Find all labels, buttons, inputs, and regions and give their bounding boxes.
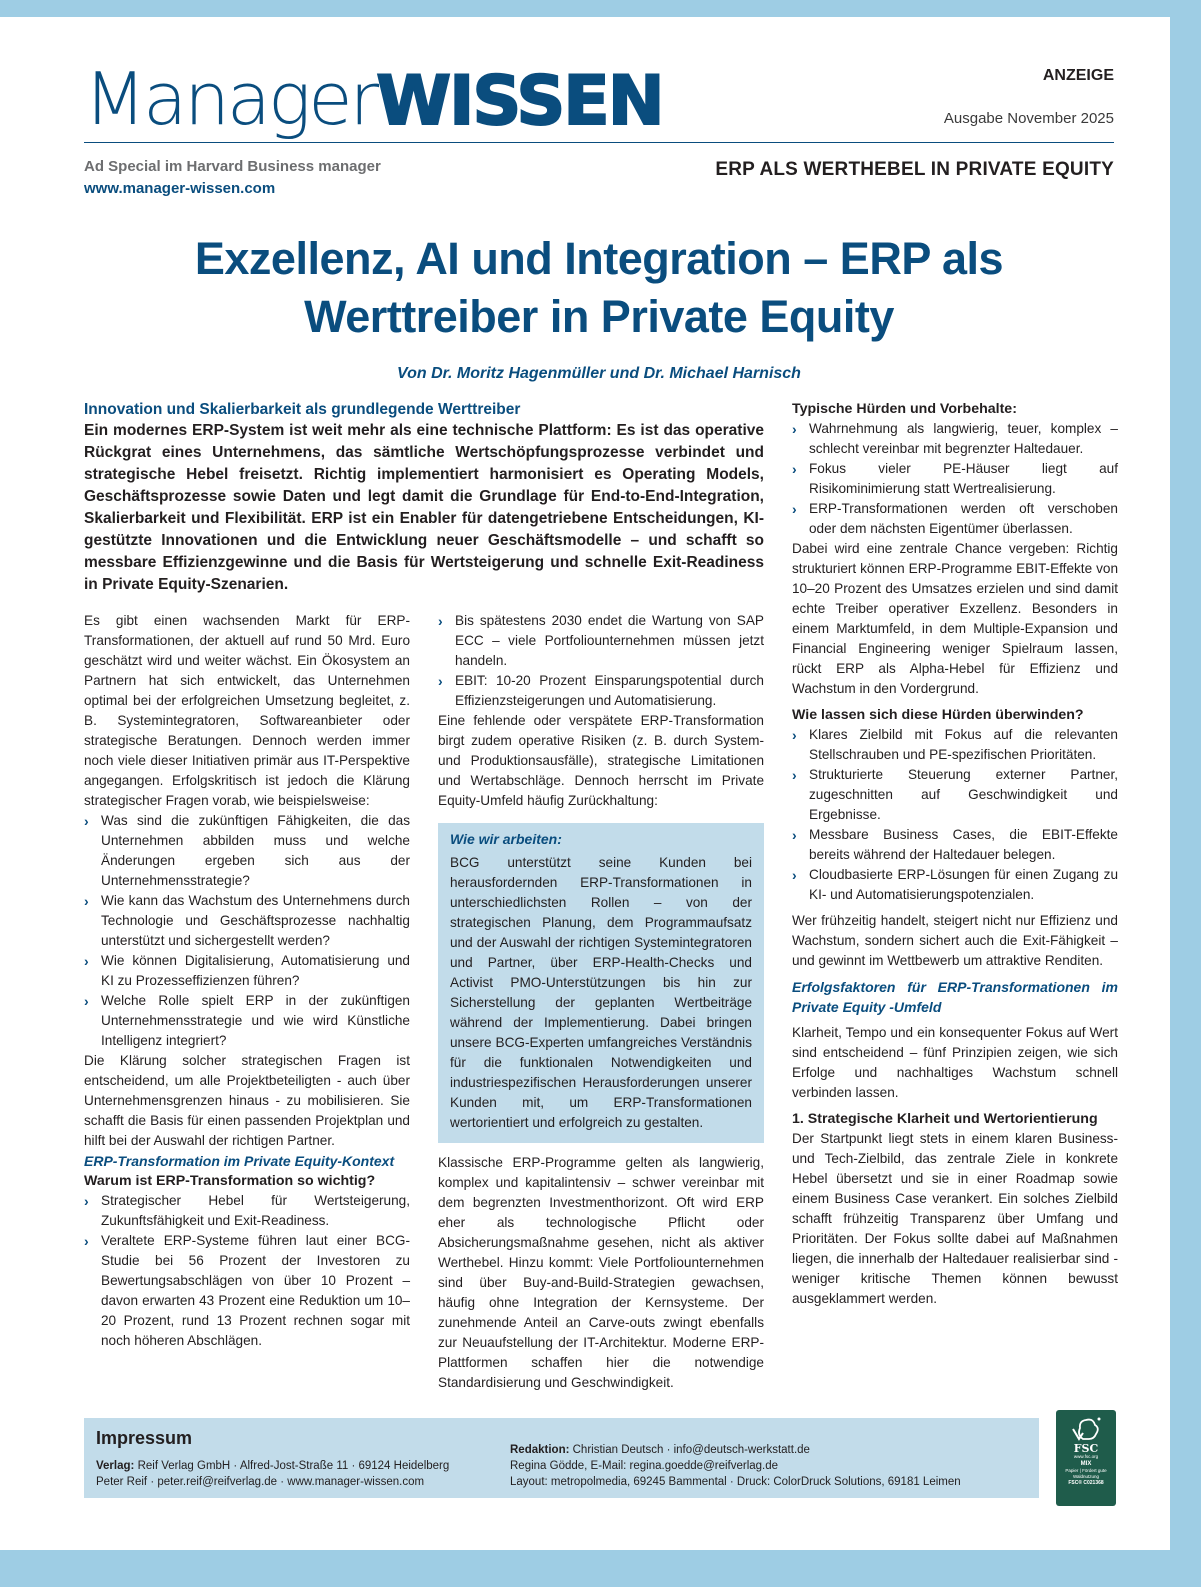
chevron-right-icon: › [84,953,89,969]
fsc-url: www.fsc.org [1073,1454,1099,1459]
redaktion-label: Redaktion: [510,1444,570,1456]
box-title: Wie wir arbeiten: [450,831,562,847]
list-item: › Wahrnehmung als langwierig, teuer, komplex – schlecht vereinbar mit begrenzter Haltedauer. [792,421,1118,456]
manager-wissen-logo [84,57,663,141]
fsc-code: FSC® C021368 [1068,1480,1104,1486]
issue-date: Ausgabe November 2025 [943,110,1114,127]
chevron-right-icon: › [792,501,797,517]
principle-1-heading: 1. Strategische Klarheit und Wertorientierung [792,1111,1098,1127]
list-item: › Wie kann das Wachstum des Unternehmens durch Technologie und Geschäftsprozesse nachhaltig unterstützt und sichergestellt werden? [84,893,410,948]
fsc-badge [1056,1410,1116,1506]
chevron-right-icon: › [438,673,443,689]
list-item: › Veraltete ERP-Systeme führen laut einer BCG-Studie bei 56 Prozent der Investoren zu Bewertungsabschlägen von über 10 Prozent – davon erwarten 43 Prozent eine Reduktion um 10–20 Prozent, rund 13 Prozent rechnen sogar mit noch höheren Abschlägen. [84,1233,410,1348]
success-factors-heading: Erfolgsfaktoren für ERP-Transformationen im Private Equity -Umfeld [792,979,1118,1015]
article-headline [84,230,1114,346]
chevron-right-icon: › [792,421,797,437]
column-1 [84,611,410,1351]
masthead-divider [84,142,1114,143]
classic-erp-paragraph: Klassische ERP-Programme gelten als langwierig, komplex und kapitalintensiv – schwer vereinbar mit dem begrenzten Investmenthorizont. Oft wird ERP eher als technologische Pflicht oder Absicherungsmaßnahme gesehen, nicht als aktiver Werthebel. Hinzu kommt: Viele Portfoliounternehmen sind über Buy-and-Build-Strategien gewachsen, häufig ohne Integration der Kernsysteme. Der zunehmende Anteil an Carve-outs zwingt ebenfalls zur Neuaufstellung der IT-Architektur. Moderne ERP-Plattformen schaffen hier die notwendige Standardisierung und Geschwindigkeit. [438,1155,764,1390]
logo-light-text: Manager [84,57,377,141]
column-3 [792,399,1118,1309]
reasons-list-continued [438,611,764,711]
chevron-right-icon: › [792,827,797,843]
website-link[interactable]: www.manager-wissen.com [84,180,276,197]
redaktion-contact: Christian Deutsch · info@deutsch-werkstatt.de [572,1444,810,1456]
redaktion-contact-2: Regina Gödde, E-Mail: regina.goedde@reifverlag.de [510,1460,779,1472]
headline-line-2: Werttreiber in Private Equity [304,291,894,342]
overcome-heading: Wie lassen sich diese Hürden überwinden? [792,707,1084,723]
chevron-right-icon: › [84,1233,89,1249]
impressum-title: Impressum [96,1428,193,1448]
lead-heading: Innovation und Skalierbarkeit als grundlegende Werttreiber [84,401,521,418]
chance-paragraph: Dabei wird eine zentrale Chance vergeben: Richtig strukturiert können ERP-Programme EBIT-Effekte von 10–20 Prozent des Umsatzes erzielen und sind damit echte Treiber operativer Exzellenz. Besonders in einem Marktumfeld, in dem Multiple-Expansion und Financial Engineering weniger Spielraum lassen, rückt ERP als Alpha-Hebel für Effizienz und Wachstum in den Vordergrund. [792,541,1118,696]
list-item: › Klares Zielbild mit Fokus auf die relevanten Stellschrauben und PE-spezifischen Prioritäten. [792,727,1118,762]
verlag-address: Reif Verlag GmbH · Alfred-Jost-Straße 11 · 69124 Heidelberg [137,1460,450,1472]
list-item: › Strategischer Hebel für Wertsteigerung, Zukunftsfähigkeit und Exit-Readiness. [84,1193,410,1228]
impressum-editorial [510,1442,961,1490]
strategic-questions-list [84,811,410,1051]
overcome-list [792,725,1118,905]
chevron-right-icon: › [792,767,797,783]
success-intro-paragraph: Klarheit, Tempo und ein konsequenter Fokus auf Wert sind entscheidend – fünf Prinzipien zeigen, wie sich Erfolge und nachhaltiges Wachstum schnell verbinden lassen. [792,1025,1118,1100]
intro-paragraph: Es gibt einen wachsenden Markt für ERP-Transformationen, der aktuell auf rund 50 Mrd. Euro geschätzt wird und weiter wächst. Ein Ökosystem an Partnern hat sich entwickelt, das Unternehmen optimal bei der erfolgreichen Umsetzung begleitet, z. B. Systemintegratoren, Softwareanbieter oder strategische Beratungen. Dennoch werden immer noch viele dieser Initiativen primär aus IT-Perspektive angegangen. Erfolgskritisch ist jedoch die Klärung strategischer Fragen vorab, wie beispielsweise: [84,613,410,808]
list-item: › Wie können Digitalisierung, Automatisierung und KI zu Prozesseffizienzen führen? [84,953,410,988]
chevron-right-icon: › [84,993,89,1009]
principle-1-paragraph: Der Startpunkt liegt stets in einem klaren Business- und Tech-Zielbild, das zentrale Ziele in konkrete Hebel übersetzt und sie in einer Roadmap sowie einem Business Case verankert. Ein solches Zielbild schafft frühzeitig Transparenz über Umfang und Prioritäten. Der Fokus sollte dabei auf Maßnahmen liegen, die innerhalb der Haltedauer realisierbar sind - weniger kritische Themen können bewusst ausgeklammert werden. [792,1131,1118,1306]
impressum-publisher [96,1458,449,1490]
list-item: › ERP-Transformationen werden oft verschoben oder dem nächsten Eigentümer überlassen. [792,501,1118,536]
fsc-mix: MIX [1080,1461,1092,1467]
publisher-contact: Peter Reif · peter.reif@reifverlag.de · www.manager-wissen.com [96,1476,425,1488]
chevron-right-icon: › [792,461,797,477]
why-important-heading: Warum ist ERP-Transformation so wichtig? [84,1173,376,1189]
headline-line-1: Exzellenz, AI und Integration – ERP als [194,233,1004,284]
pe-context-subhead: ERP-Transformation im Private Equity-Kontext [84,1153,395,1169]
chevron-right-icon: › [84,1193,89,1209]
impressum-box [84,1418,1039,1498]
how-we-work-box [438,823,764,1143]
list-item: › Messbare Business Cases, die EBIT-Effekte bereits während der Haltedauer belegen. [792,827,1118,862]
list-item: › Cloudbasierte ERP-Lösungen für einen Zugang zu KI- und Automatisierungspotenzialen. [792,867,1118,902]
logo-bold-text: WISSEN [376,62,663,141]
chevron-right-icon: › [84,813,89,829]
fsc-word: FSC [1073,1442,1099,1455]
list-item: › Welche Rolle spielt ERP in der zukünftigen Unternehmensstrategie und wie wird Künstliche Intelligenz integriert? [84,993,410,1048]
chevron-right-icon: › [84,893,89,909]
box-text: BCG unterstützt seine Kunden bei herausfordernden ERP-Transformationen in unterschiedlichsten Rollen – von der strategischen Planung, dem Programmaufsatz und der Auswahl der richtigen Systemintegratoren und Partner, über ERP-Health-Checks und Activist PMO-Unterstützungen bis hin zur Sicherstellung der geplanten Wertbeiträge während der Implementierung. Dabei bringen unsere BCG-Experten umfangreiches Verständnis für die funktionalen Notwendigkeiten und industriespezifischen Herausforderungen unserer Kunden mit, um ERP-Transformationen wertorientiert und erfolgreich zu gestalten. [450,855,752,1130]
reasons-list [84,1191,410,1351]
chevron-right-icon: › [792,727,797,743]
risks-paragraph: Eine fehlende oder verspätete ERP-Transformation birgt zudem operative Risiken (z. B. durch System- und Produktionsausfälle), strategische Limitationen und Wertabschläge. Dennoch herrscht im Private Equity-Umfeld häufig Zurückhaltung: [438,713,764,808]
byline: Von Dr. Moritz Hagenmüller und Dr. Michael Harnisch [397,365,801,382]
list-item: › EBIT: 10-20 Prozent Einsparungspotential durch Effizienzsteigerungen und Automatisierung. [438,673,764,708]
column-2 [438,611,764,1393]
early-action-paragraph: Wer frühzeitig handelt, steigert nicht nur Effizienz und Wachstum, sondern sichert auch die Exit-Fähigkeit – und gewinnt im Wettbewerb um attraktive Renditen. [792,913,1118,968]
fsc-claim: Papier | Fördert gute Waldnutzung [1065,1468,1107,1479]
section-title: ERP ALS WERTHEBEL IN PRIVATE EQUITY [715,159,1114,180]
hurdles-list [792,419,1118,539]
verlag-label: Verlag: [96,1460,135,1472]
hurdles-heading: Typische Hürden und Vorbehalte: [792,401,1017,417]
list-item: › Was sind die zukünftigen Fähigkeiten, die das Unternehmen abbilden muss und welche Änderungen ergeben sich aus der Unternehmensstrategie? [84,813,410,888]
list-item: › Bis spätestens 2030 endet die Wartung von SAP ECC – viele Portfoliounternehmen müssen jetzt handeln. [438,613,764,668]
list-item: › Fokus vieler PE-Häuser liegt auf Risikominimierung statt Wertrealisierung. [792,461,1118,496]
ad-label: ANZEIGE [1042,67,1114,84]
list-item: › Strukturierte Steuerung externer Partner, zugeschnitten auf Geschwindigkeit und Ergebnisse. [792,767,1118,822]
page [0,17,1170,1550]
lead-paragraph: Ein modernes ERP-System ist weit mehr als eine technische Plattform: Es ist das operative Rückgrat eines Unternehmens, das sämtliche Wertschöpfungsprozesse verbindet und strategische Hebel freisetzt. Richtig implementiert harmonisiert es Operating Models, Geschäftsprozesse sowie Daten und legt damit die Grundlage für End-to-End-Integration, Skalierbarkeit und Flexibilität. ERP ist ein Enabler für datengetriebene Entscheidungen, KI-gestützte Innovationen und die Entwicklung neuer Geschäftsmodelle – und schafft so messbare Effizienzgewinne und die Basis für Wertsteigerung und schnelle Exit-Readiness in Private Equity-Szenarien. [84,422,764,593]
chevron-right-icon: › [438,613,443,629]
chevron-right-icon: › [792,867,797,883]
layout-print-credits: Layout: metropolmedia, 69245 Bammental · Druck: ColorDruck Solutions, 69181 Leimen [510,1476,961,1488]
ad-special-label: Ad Special im Harvard Business manager [84,158,381,175]
fsc-tree-check-icon [1069,1415,1103,1443]
outro-paragraph: Die Klärung solcher strategischen Fragen ist entscheidend, um alle Projektbeteiligten - auch über Unternehmensgrenzen hinaus - zu mobilisieren. Sie schafft die Basis für einen passenden Projektplan und hilft bei der Auswahl der richtigen Partner. [84,1053,410,1148]
